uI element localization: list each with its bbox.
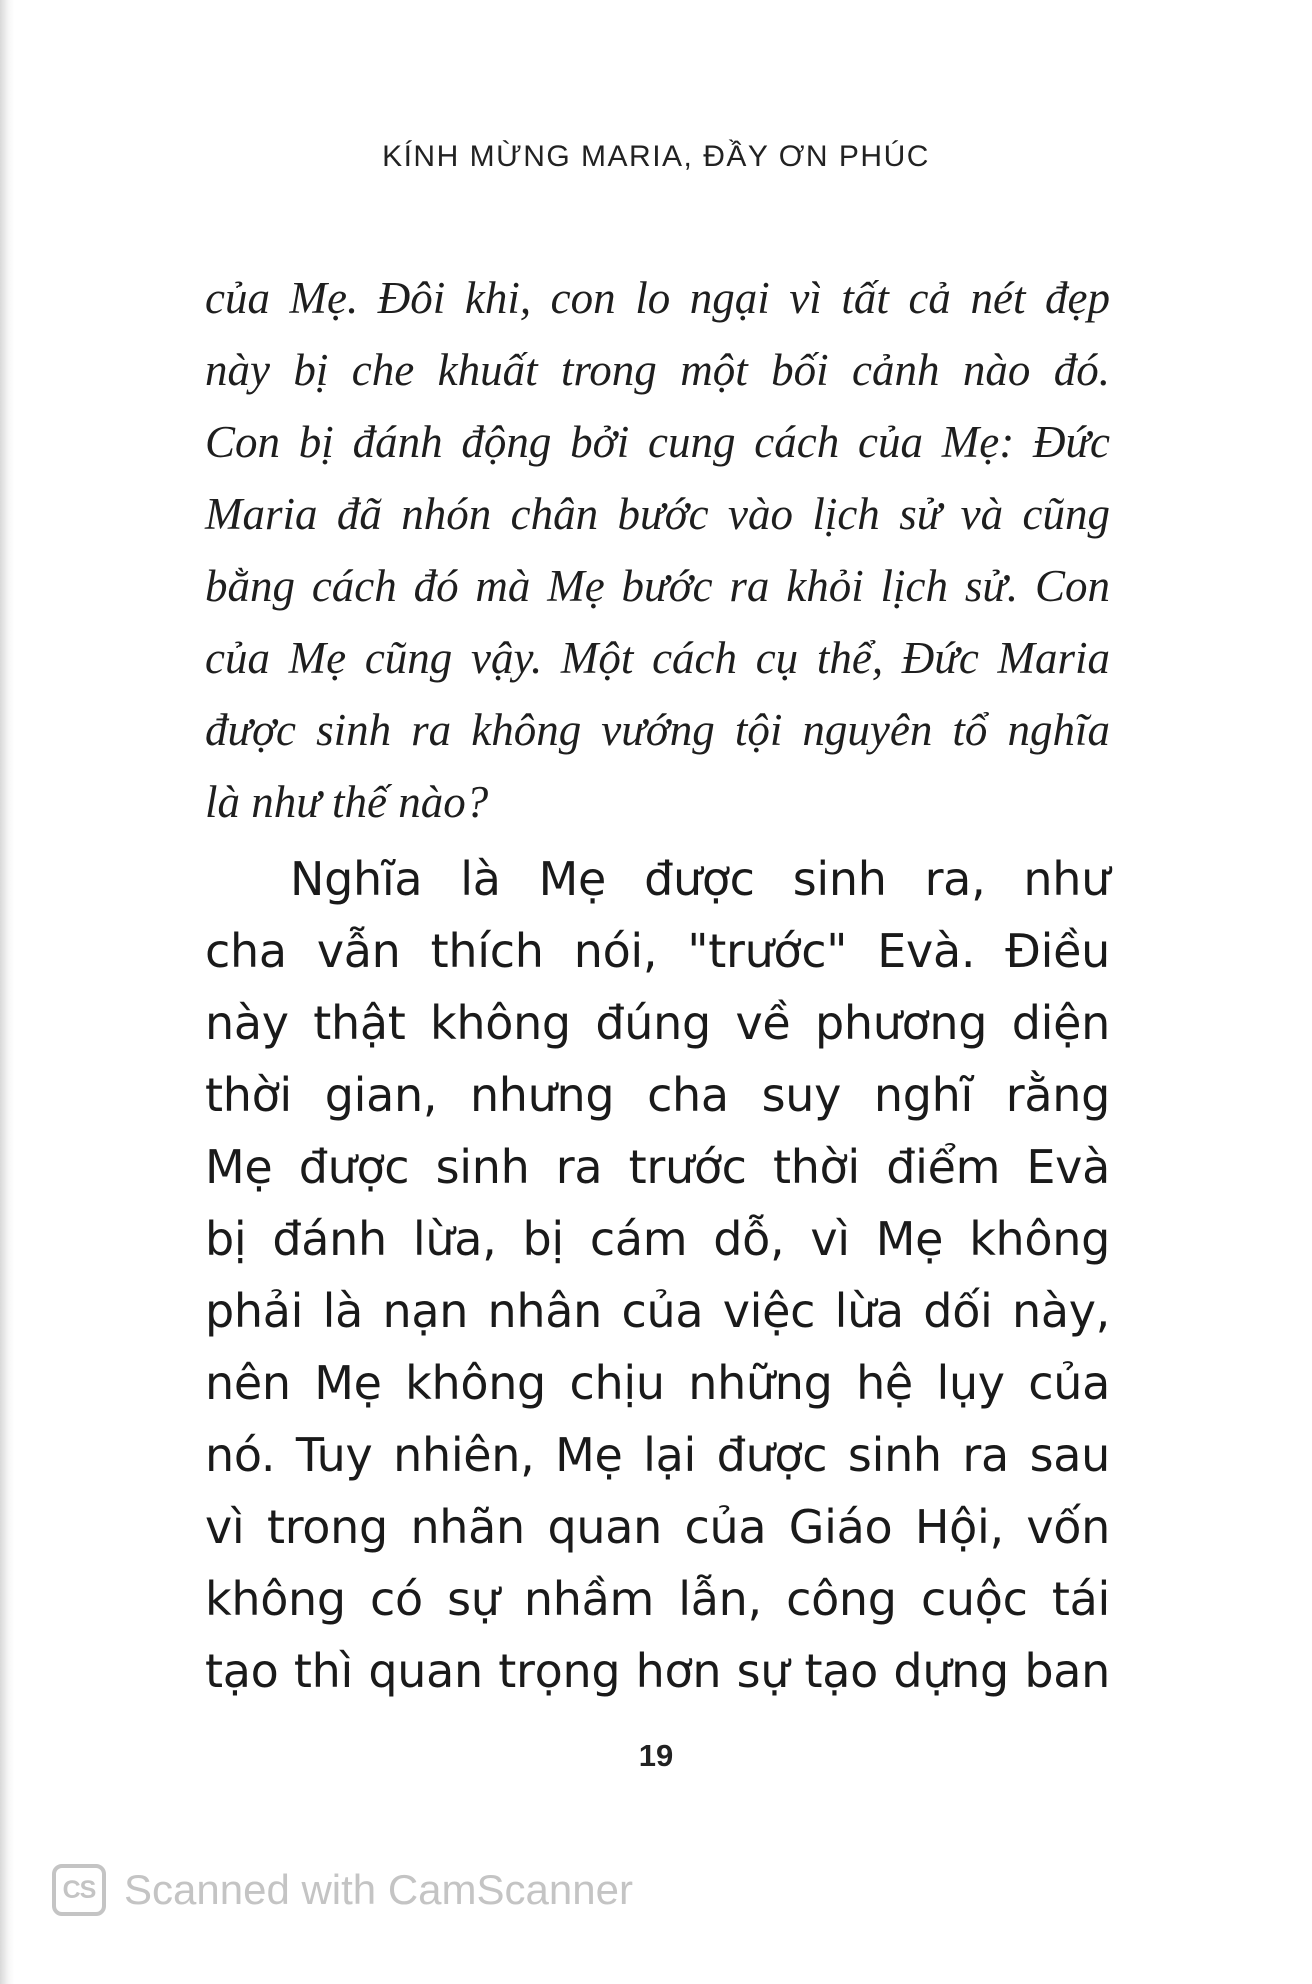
question-line: của Mẹ. Đôi khi, con lo ngại vì tất cả nét đẹp [205,273,1110,323]
answer-line: này thật không đúng về phương diện [205,996,1110,1050]
page-edge-shadow [0,0,14,1984]
watermark-text: Scanned with CamScanner [124,1866,633,1913]
answer-line: Nghĩa là Mẹ được sinh ra, như [290,852,1110,906]
question-line: là như thế nào? [205,777,489,827]
answer-line: vì trong nhãn quan của Giáo Hội, vốn [205,1500,1110,1554]
answer-line: Mẹ được sinh ra trước thời điểm Evà [205,1140,1110,1194]
answer-line: không có sự nhầm lẫn, công cuộc tái [205,1572,1110,1626]
question-paragraph [205,262,1110,838]
question-line: được sinh ra không vướng tội nguyên tổ nghĩa [205,705,1110,755]
question-line: này bị che khuất trong một bối cảnh nào đó. [205,345,1110,395]
answer-line: thời gian, nhưng cha suy nghĩ rằng [205,1068,1110,1122]
question-line: Con bị đánh động bởi cung cách của Mẹ: Đức [205,417,1110,467]
answer-line: nó. Tuy nhiên, Mẹ lại được sinh ra sau [205,1428,1110,1482]
camscanner-watermark [52,1858,633,1922]
camscanner-logo-icon: CS [52,1864,106,1916]
running-header: KÍNH MỪNG MARIA, ĐẦY ƠN PHÚC [382,140,930,173]
question-line: của Mẹ cũng vậy. Một cách cụ thể, Đức Maria [205,633,1110,683]
answer-line: phải là nạn nhân của việc lừa dối này, [205,1284,1110,1338]
answer-paragraph [205,843,1110,1707]
answer-line: nên Mẹ không chịu những hệ lụy của [205,1356,1110,1410]
answer-line: cha vẫn thích nói, "trước" Evà. Điều [205,924,1110,978]
page-number: 19 [638,1738,674,1773]
answer-line: bị đánh lừa, bị cám dỗ, vì Mẹ không [205,1212,1110,1266]
question-line: Maria đã nhón chân bước vào lịch sử và cũng [205,489,1110,539]
question-line: bằng cách đó mà Mẹ bước ra khỏi lịch sử. Con [205,561,1110,611]
answer-line: tạo thì quan trọng hơn sự tạo dựng ban [205,1644,1110,1698]
